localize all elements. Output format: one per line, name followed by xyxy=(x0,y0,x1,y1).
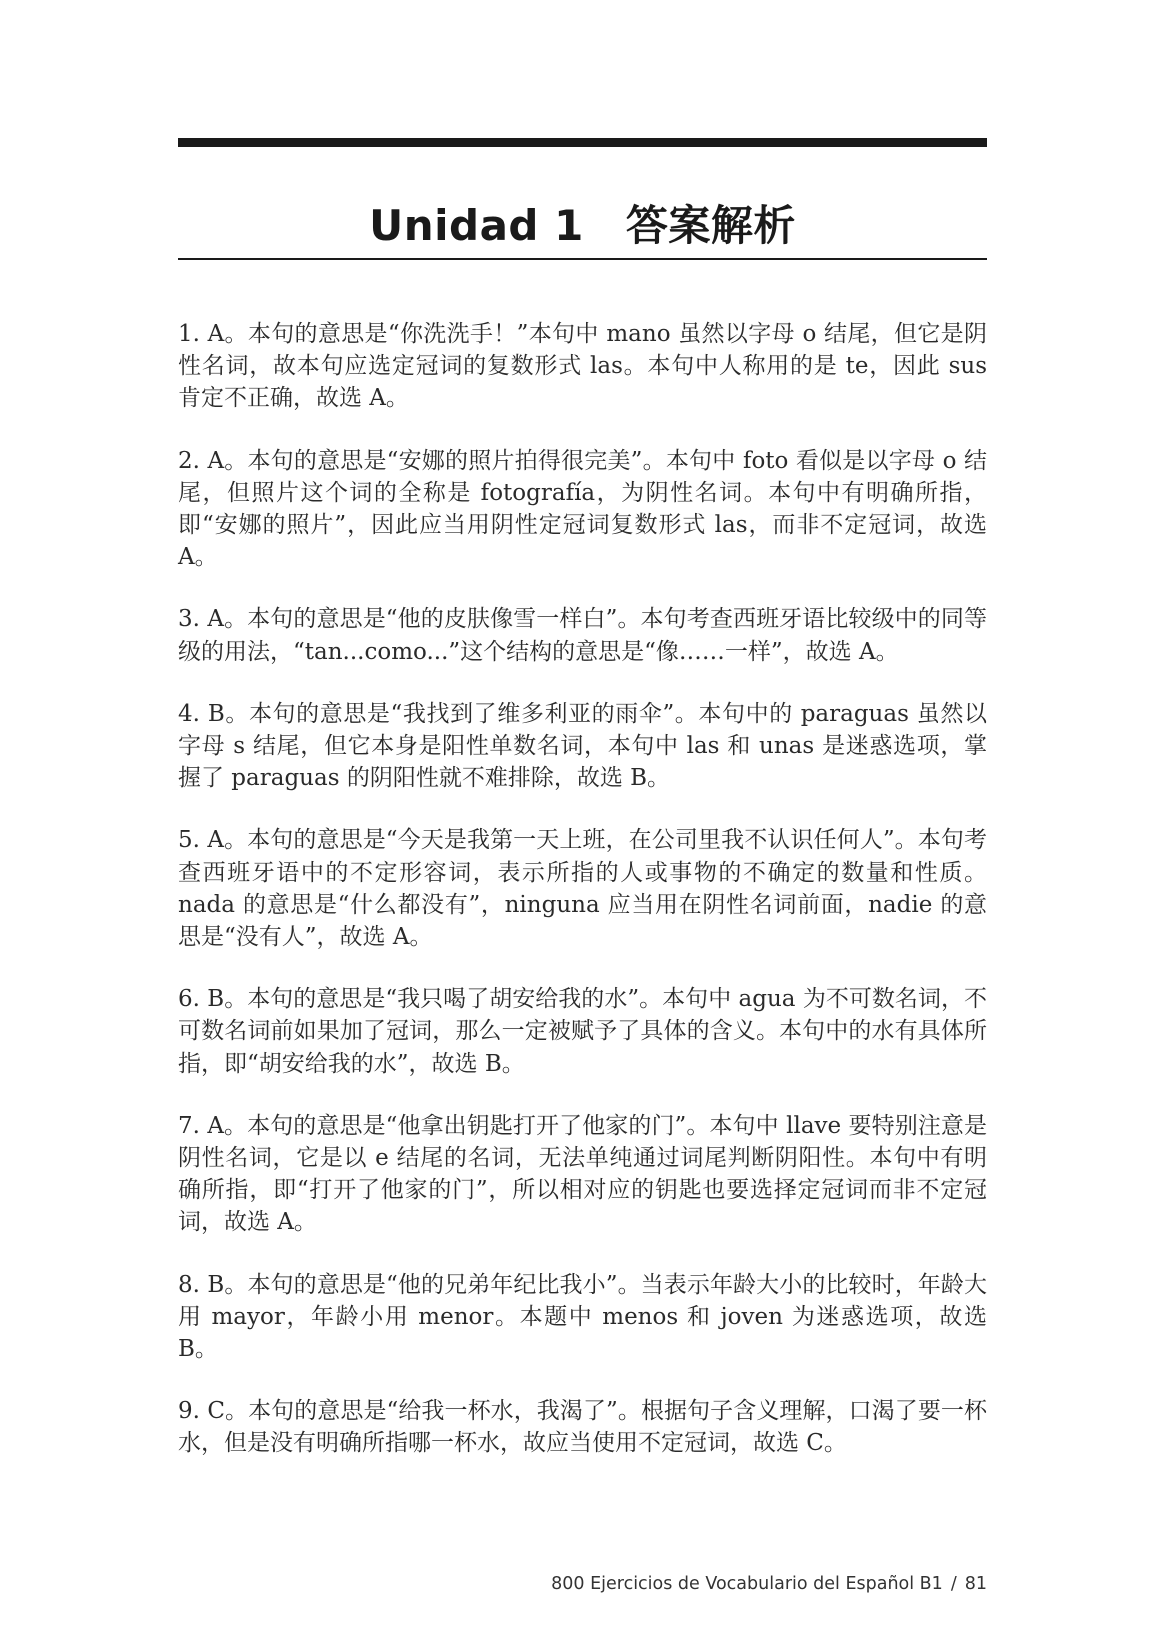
footer-book-title: 800 Ejercicios de Vocabulario del Español B1 xyxy=(551,1574,943,1594)
answer-item: 1. A。本句的意思是“你洗洗手！”本句中 mano 虽然以字母 o 结尾，但它是阴性名词，故本句应选定冠词的复数形式 las。本句中人称用的是 te，因此 sus 肯定不正确，故选 A。 xyxy=(178,321,987,412)
page-footer xyxy=(551,1574,987,1594)
title-underline xyxy=(178,258,987,260)
page-title xyxy=(178,194,987,258)
unit-label: Unidad 1 xyxy=(369,201,584,251)
answer-item: 4. B。本句的意思是“我找到了维多利亚的雨伞”。本句中的 paraguas 虽然以字母 s 结尾，但它本身是阳性单数名词，本句中 las 和 unas 是迷惑选项，掌握了 paraguas 的阴阳性就不难排除，故选 B。 xyxy=(178,700,987,792)
page-number: 81 xyxy=(964,1574,987,1594)
answer-list xyxy=(178,318,987,1490)
section-title: 答案解析 xyxy=(625,201,796,251)
answer-item: 6. B。本句的意思是“我只喝了胡安给我的水”。本句中 agua 为不可数名词，不可数名词前如果加了冠词，那么一定被赋予了具体的含义。本句中的水有具体所指，即“胡安给我的水”，故选 B。 xyxy=(178,986,987,1077)
answer-item: 3. A。本句的意思是“他的皮肤像雪一样白”。本句考查西班牙语比较级中的同等级的用法，“tan...como...”这个结构的意思是“像……一样”，故选 A。 xyxy=(178,606,987,665)
footer-separator: / xyxy=(950,1574,957,1594)
answer-item: 5. A。本句的意思是“今天是我第一天上班，在公司里我不认识任何人”。本句考查西班牙语中的不定形容词，表示所指的人或事物的不确定的数量和性质。nada 的意思是“什么都没有”，ninguna 应当用在阴性名词前面，nadie 的意思是“没有人”，故选 A。 xyxy=(178,827,987,951)
answer-item: 7. A。本句的意思是“他拿出钥匙打开了他家的门”。本句中 llave 要特别注意是阴性名词，它是以 e 结尾的名词，无法单纯通过词尾判断阴阳性。本句中有明确所指，即“打开了他家的门”，所以相对应的钥匙也要选择定冠词而非不定冠词，故选 A。 xyxy=(178,1112,987,1236)
answer-item: 9. C。本句的意思是“给我一杯水，我渴了”。根据句子含义理解，口渴了要一杯水，但是没有明确所指哪一杯水，故应当使用不定冠词，故选 C。 xyxy=(178,1398,987,1457)
answer-item: 8. B。本句的意思是“他的兄弟年纪比我小”。当表示年龄大小的比较时，年龄大用 mayor，年龄小用 menor。本题中 menos 和 joven 为迷惑选项，故选 B。 xyxy=(178,1271,987,1363)
top-rule xyxy=(178,138,987,147)
answer-item: 2. A。本句的意思是“安娜的照片拍得很完美”。本句中 foto 看似是以字母 o 结尾，但照片这个词的全称是 fotografía，为阴性名词。本句中有明确所指，即“安娜的照片”，因此应当用阴性定冠词复数形式 las，而非不定冠词，故选 A。 xyxy=(178,447,987,571)
